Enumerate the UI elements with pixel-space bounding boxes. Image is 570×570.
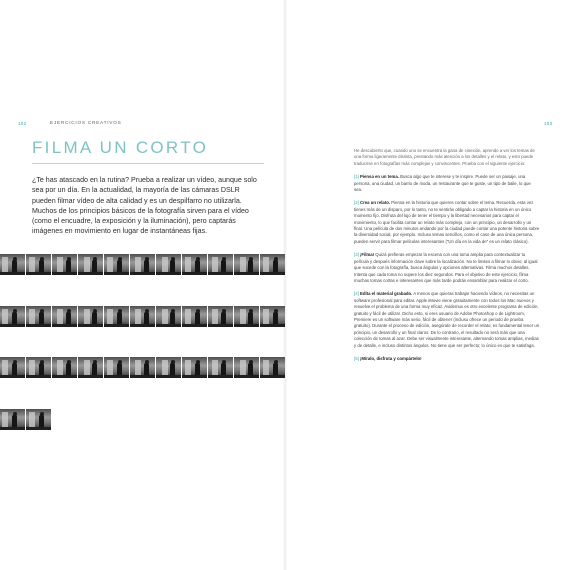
- filmstrip-row-1: [0, 254, 285, 275]
- film-frame-icon: [156, 357, 181, 378]
- step-heading: Crea un relato.: [359, 200, 391, 206]
- film-frame-icon: [234, 306, 259, 327]
- film-frame-icon: [182, 357, 207, 378]
- film-frame-icon: [260, 306, 285, 327]
- film-frame-icon: [78, 254, 103, 275]
- page-number-left: 102: [18, 121, 27, 126]
- film-frame-icon: [208, 306, 233, 327]
- film-frame-icon: [104, 306, 129, 327]
- step-heading: Edita el material grabado.: [359, 291, 413, 297]
- film-frame-icon: [156, 254, 181, 275]
- film-frame-icon: [0, 357, 25, 378]
- film-frame-icon: [52, 357, 77, 378]
- step-paragraph: [354, 174, 540, 193]
- film-frame-icon: [26, 409, 51, 430]
- film-frame-icon: [0, 409, 25, 430]
- film-frame-icon: [234, 254, 259, 275]
- film-frame-icon: [130, 254, 155, 275]
- film-frame-icon: [26, 357, 51, 378]
- film-frame-icon: [182, 306, 207, 327]
- film-frame-icon: [208, 357, 233, 378]
- step-number: [2]: [354, 200, 360, 206]
- step-text: Piensa en la historia que quieres contar sobre el tema. Recuerda, esta vez tienes más de un disparo, por lo tanto, no te sentirás obligado a captar la historia en un único momento fijo. Disfruta del lujo de tener el tiempo y la libertad necesarios para captar el movimiento, lo que facilita contar un relato más complejo, con un principio, un desarrollo y un final. Una película de dos minutos andando por la ciudad puede contar una potente historia sobre la diversidad social, por ejemplo. Incluso temas sencillos, como el caso de una única persona, pueden servir para filmar películas interesantes ("Un día en la vida de" es un relato clásico).: [354, 200, 540, 244]
- film-frame-icon: [260, 254, 285, 275]
- film-frame-icon: [26, 306, 51, 327]
- step-number: [5]: [354, 355, 360, 361]
- film-frame-icon: [104, 254, 129, 275]
- section-title: EJERCICIOS CREATIVOS: [50, 121, 122, 126]
- right-text-column: [354, 148, 540, 369]
- film-frame-icon: [52, 306, 77, 327]
- film-frame-icon: [52, 254, 77, 275]
- steps-list: [354, 174, 540, 362]
- film-frame-icon: [234, 357, 259, 378]
- film-frame-icon: [0, 306, 25, 327]
- step-paragraph: [354, 291, 540, 349]
- film-frame-icon: [156, 306, 181, 327]
- title-divider: [32, 163, 264, 164]
- step-number: [4]: [354, 291, 360, 297]
- step-paragraph: [354, 200, 540, 245]
- filmstrip-row-4: [0, 409, 51, 430]
- right-intro-paragraph: He descubierto que, cuando uno se encuentra la gana de cinexión, aprendo a ver los temas de una forma ligeramente distinta, prestando más atención a los detalles y el relato, y esto puede traducirse en fotografías más complejas y convincentes. Prueba con el siguiente ejercicio:: [354, 148, 535, 166]
- step-text: Busca algo que te interese y te inspire. Puede ser un paisaje, una persona, una ciudad, un barrio de moda, un restaurante que te guste, un tipo de baile, lo que sea.: [354, 174, 531, 193]
- step-heading: ¡Filma!: [359, 252, 375, 258]
- step-number: [1]: [354, 174, 360, 180]
- right-page: [285, 0, 570, 570]
- step-paragraph: [354, 356, 540, 362]
- film-frame-icon: [78, 306, 103, 327]
- film-frame-icon: [0, 254, 25, 275]
- film-frame-icon: [78, 357, 103, 378]
- step-text: Quizá prefieras empezar la escena con una toma amplia para contextualizar tu película y después información clave sobre la localización. No te limites a filmar lo obvio; al igual que sucede con la fotografía, busca ángulos y opciones alternativas. Filma muchos detalles. Intenta que cada toma no supere los diez segundos. Para el objetivo de este ejercicio, filma muchas tomas cortas e interesantes que más tarde podrás ensamblar para realizar el corto.: [354, 252, 538, 283]
- step-heading: ¡Míralo, disfruta y compártelo!: [359, 355, 422, 361]
- step-number: [3]: [354, 252, 360, 258]
- filmstrip-row-3: [0, 357, 285, 378]
- step-heading: Piensa en un tema.: [359, 174, 399, 180]
- film-frame-icon: [130, 306, 155, 327]
- film-frame-icon: [208, 254, 233, 275]
- page-title: FILMA UN CORTO: [32, 138, 209, 157]
- step-text: A menos que quieras trabajar haciendo vídeos, no necesitas un software profesional para editar. Apple iMovie viene gratuitamente con todos los Mac nuevos y resuelve el problema de una forma muy eficaz. Avidemux es otro excelente programa de edición, gratuito y fácil de utilizar. Dicho esto, si eres usuario de Adobe Photoshop o de Lightroom, Premiere es un software más serio, fácil de obtener (incluso ofrece un periodo de prueba gratuito). Durante el proceso de edición, asegúrate de recorder el relato; es fundamental tener un principio, un desarrollo y un final claros. De lo contrario, el resultado no será más que una colección de tomas al azar. Debe ser visualmente interesante, alternando tomas amplias, medias y de detalle, e incluso distintos ángulos. No tiene que ser perfecto; lo único es que te satisfaga.: [354, 291, 540, 348]
- page-number-right: 103: [544, 121, 553, 126]
- filmstrip-row-2: [0, 306, 285, 327]
- film-frame-icon: [26, 254, 51, 275]
- film-frame-icon: [260, 357, 285, 378]
- intro-paragraph: ¿Te has atascado en la rutina? Prueba a realizar un vídeo, aunque solo sea por un día. En la actualidad, la mayoría de las cámaras DSLR pueden filmar vídeo de alta calidad y es un despilfarro no utilizarla. Muchos de los principios básicos de la fotografía sirven para el vídeo (como el encuadre, la exposición y la iluminación), pero captarás imágenes en movimiento en lugar de instantáneas fijas.: [32, 176, 257, 236]
- film-frame-icon: [104, 357, 129, 378]
- film-frame-icon: [130, 357, 155, 378]
- step-paragraph: [354, 252, 540, 284]
- film-frame-icon: [182, 254, 207, 275]
